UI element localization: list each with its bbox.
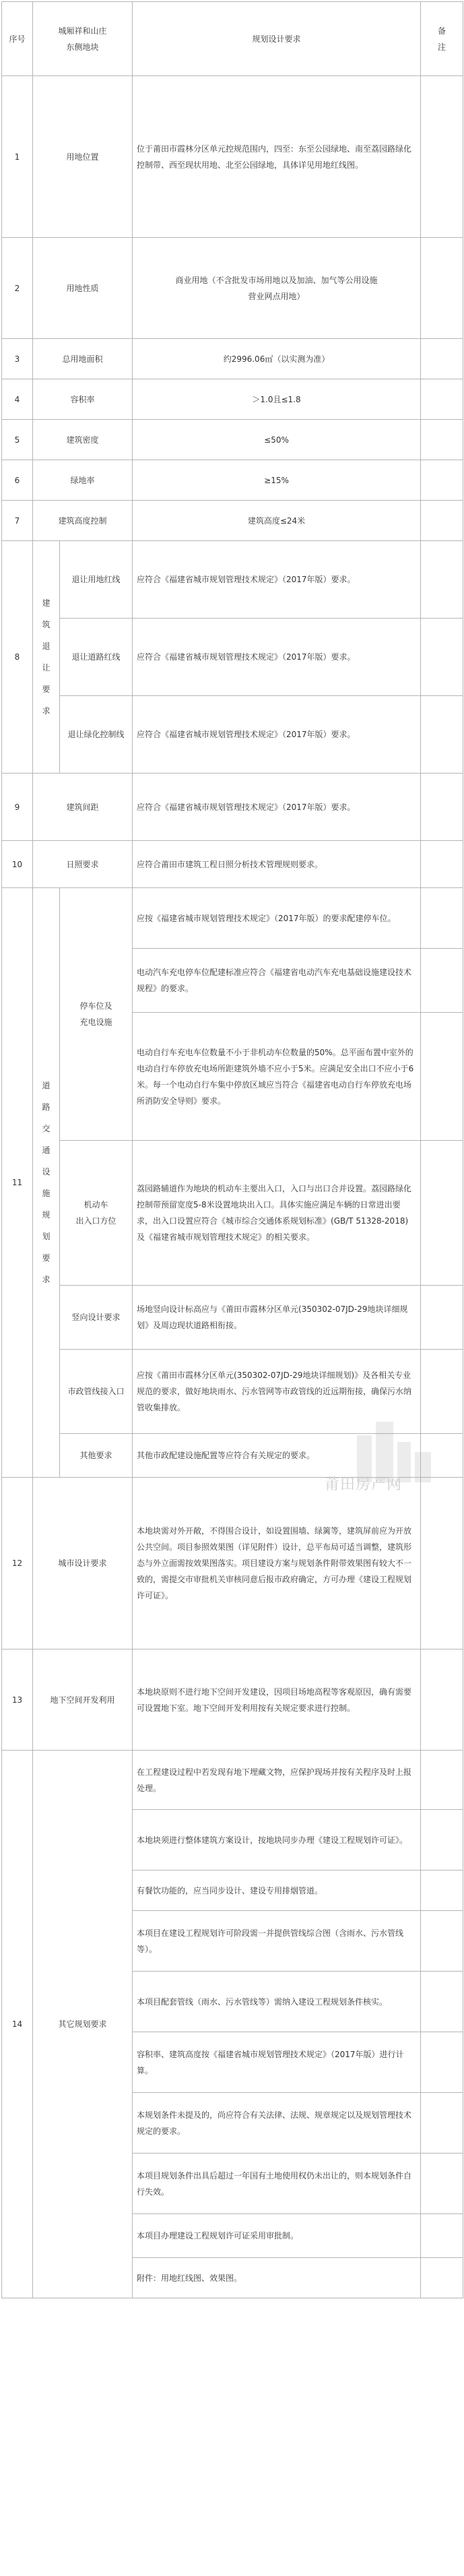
table-row: 市政管线接入口 应按《莆田市霞林分区单元(350302-07JD-29地块详细规划)》及各相关专业规范的要求，做好地块雨水、污水管网等市政管线的近远期衔接，确保污水纳管收集排放。 — [2, 1350, 463, 1434]
remark-cell — [421, 339, 463, 379]
remark-cell — [421, 1810, 463, 1871]
table-row: 电动汽车充电停车位配建标准应符合《福建省电动汽车充电基础设施建设技术规程》的要求。 — [2, 949, 463, 1013]
remark-cell — [421, 1751, 463, 1810]
remark-cell — [421, 76, 463, 238]
table-row: 本项目在建设工程规划许可阶段需一并提供管线综合图（含雨水、污水管线等）。 — [2, 1911, 463, 1972]
remark-cell — [421, 501, 463, 541]
table-row: 本项目规划条件出具后超过一年国有土地使用权仍未出让的，则本规划条件自行失效。 — [2, 2154, 463, 2214]
remark-cell — [421, 619, 463, 696]
remark-cell — [421, 1972, 463, 2032]
table-row: 其他要求 其他市政配建设施配置等应符合有关规定的要求。 — [2, 1434, 463, 1478]
table-row: 4 容积率 ＞1.0且≤1.8 — [2, 379, 463, 420]
remark-cell — [421, 888, 463, 949]
remark-cell — [421, 1434, 463, 1478]
header-plot-name-line1: 城厢祥和山庄 — [58, 26, 107, 36]
remark-cell — [421, 379, 463, 420]
table-row: 7 建筑高度控制 建筑高度≤24米 — [2, 501, 463, 541]
remark-cell — [421, 1871, 463, 1911]
table-row: 本项目配套管线（雨水、污水管线等）需纳入建设工程规划条件核实。 — [2, 1972, 463, 2032]
table-row: 退让绿化控制线 应符合《福建省城市规划管理技术规定》（2017年版）要求。 — [2, 696, 463, 774]
table-row: 本项目办理建设工程规划许可证采用审批制。 — [2, 2214, 463, 2258]
table-row: 容积率、建筑高度按《福建省城市规划管理技术规定》（2017年版）进行计算。 — [2, 2032, 463, 2093]
setback-group-label: 建 筑 退 让 要 求 — [33, 541, 60, 774]
parking-item: 停车位及 充电设施 — [60, 888, 133, 1141]
remark-cell — [421, 2214, 463, 2258]
remark-cell — [421, 1911, 463, 1972]
remark-cell — [421, 2032, 463, 2093]
header-plot-name — [33, 2, 133, 76]
table-row: 5 建筑密度 ≤50% — [2, 420, 463, 460]
table-row: 3 总用地面积 约2996.06㎡（以实测为准） — [2, 339, 463, 379]
remark-cell — [421, 1286, 463, 1350]
entrance-item: 机动车 出入口方位 — [60, 1141, 133, 1286]
remark-cell — [421, 1650, 463, 1751]
remark-cell — [421, 238, 463, 339]
planning-conditions-table — [1, 1, 463, 2298]
remark-cell — [421, 460, 463, 501]
table-row: 13 地下空间开发利用 本地块原则不进行地下空间开发建设，因项目场地高程等客观原因，确有需要可设置地下室。地下空间开发利用按有关规定要求进行控制。 — [2, 1650, 463, 1751]
table-row: 退让道路红线 应符合《福建省城市规划管理技术规定》（2017年版）要求。 — [2, 619, 463, 696]
watermark-text: 莆田房产网 — [325, 1476, 403, 1493]
table-row: 本规划条件未提及的，尚应符合有关法律、法规、规章规定以及规划管理技术规定的要求。 — [2, 2093, 463, 2154]
table-row: 1 用地位置 位于莆田市霞林分区单元控规范围内，四至：东至公园绿地、南至荔园路绿化控制带、西至现状用地、北至公园绿地，具体详见用地红线图。 — [2, 76, 463, 238]
remark-cell — [421, 949, 463, 1013]
table-row: 竖向设计要求 场地竖向设计标高应与《莆田市霞林分区单元(350302-07JD-29地块详细规划》及周边现状道路相衔接。 — [2, 1286, 463, 1350]
remark-cell — [421, 2093, 463, 2154]
remark-cell — [421, 841, 463, 888]
table-row: 机动车 出入口方位 荔园路辅道作为地块的机动车主要出入口，入口与出口合并设置。荔园路绿化控制带预留宽度5-8米设置地块出入口。具体实施应满足车辆的日常进出要求，出入口设置应符合《城市综合交通体系规划标准》(GB/T 51328-2018) 及《福建省城市规划管理技术规定》的相关要求。 — [2, 1141, 463, 1286]
table-row: 14 其它规划要求 在工程建设过程中若发现有地下埋藏文物，应保护现场并按有关程序及时上报处理。 — [2, 1751, 463, 1810]
header-seq: 序号 — [2, 2, 33, 76]
table-row: 12 城市设计要求 本地块需对外开敞，不得围合设计，如设置围墙、绿篱等，建筑屏前应为开放公共空间。项目参照效果图（详见附件）设计，总平布局可适当调整，建筑形态与外立面需按效果图落实。项目建设方案与规划条件附带效果图有较大不一致的，需提交市审批机关审核同意后报市政府确定，方可办理《建设工程规划许可证》。 — [2, 1478, 463, 1650]
table-header-row — [2, 2, 463, 76]
traffic-group-label: 道 路 交 通 设 施 规 划 要 求 — [33, 888, 60, 1478]
table-row: 11 道 路 交 通 设 施 规 划 要 求 停车位及 充电设施 应按《福建省城市规划管理技术规定》（2017年版）的要求配建停车位。 — [2, 888, 463, 949]
header-remarks: 备 注 — [421, 2, 463, 76]
remark-cell — [421, 541, 463, 619]
remark-cell — [421, 420, 463, 460]
table-row: 附件：用地红线图、效果图。 — [2, 2258, 463, 2298]
table-row: 有餐饮功能的，应当同步设计、建设专用排烟管道。 — [2, 1871, 463, 1911]
header-plot-name-line2: 东侧地块 — [66, 42, 99, 52]
remark-cell — [421, 2154, 463, 2214]
remark-cell — [421, 774, 463, 841]
remark-cell — [421, 1141, 463, 1286]
table-row: 本地块须进行整体建筑方案设计，按地块同步办理《建设工程规划许可证》。 — [2, 1810, 463, 1871]
remark-cell — [421, 1478, 463, 1650]
table-row: 2 用地性质 商业用地（不含批发市场用地以及加油、加气等公用设施 营业网点用地） — [2, 238, 463, 339]
table-row: 8 建 筑 退 让 要 求 退让用地红线 应符合《福建省城市规划管理技术规定》（2017年版）要求。 — [2, 541, 463, 619]
table-row: 10 日照要求 应符合莆田市建筑工程日照分析技术管理规则要求。 — [2, 841, 463, 888]
remark-cell — [421, 1350, 463, 1434]
remark-cell — [421, 696, 463, 774]
table-row: 6 绿地率 ≥15% — [2, 460, 463, 501]
header-requirements: 规划设计要求 — [133, 2, 421, 76]
remark-cell — [421, 2258, 463, 2298]
remark-cell — [421, 1013, 463, 1141]
table-row: 电动自行车充电车位数量不小于非机动车位数量的50%。总平面布置中室外的电动自行车停放充电场所距建筑外墙不应小于5米。应满足安全出口不应小于6米。每一个电动自行车集中停放区域应当符合《福建省电动自行车停放充电场所消防安全导则》要求。 — [2, 1013, 463, 1141]
table-row: 9 建筑间距 应符合《福建省城市规划管理技术规定》（2017年版）要求。 — [2, 774, 463, 841]
